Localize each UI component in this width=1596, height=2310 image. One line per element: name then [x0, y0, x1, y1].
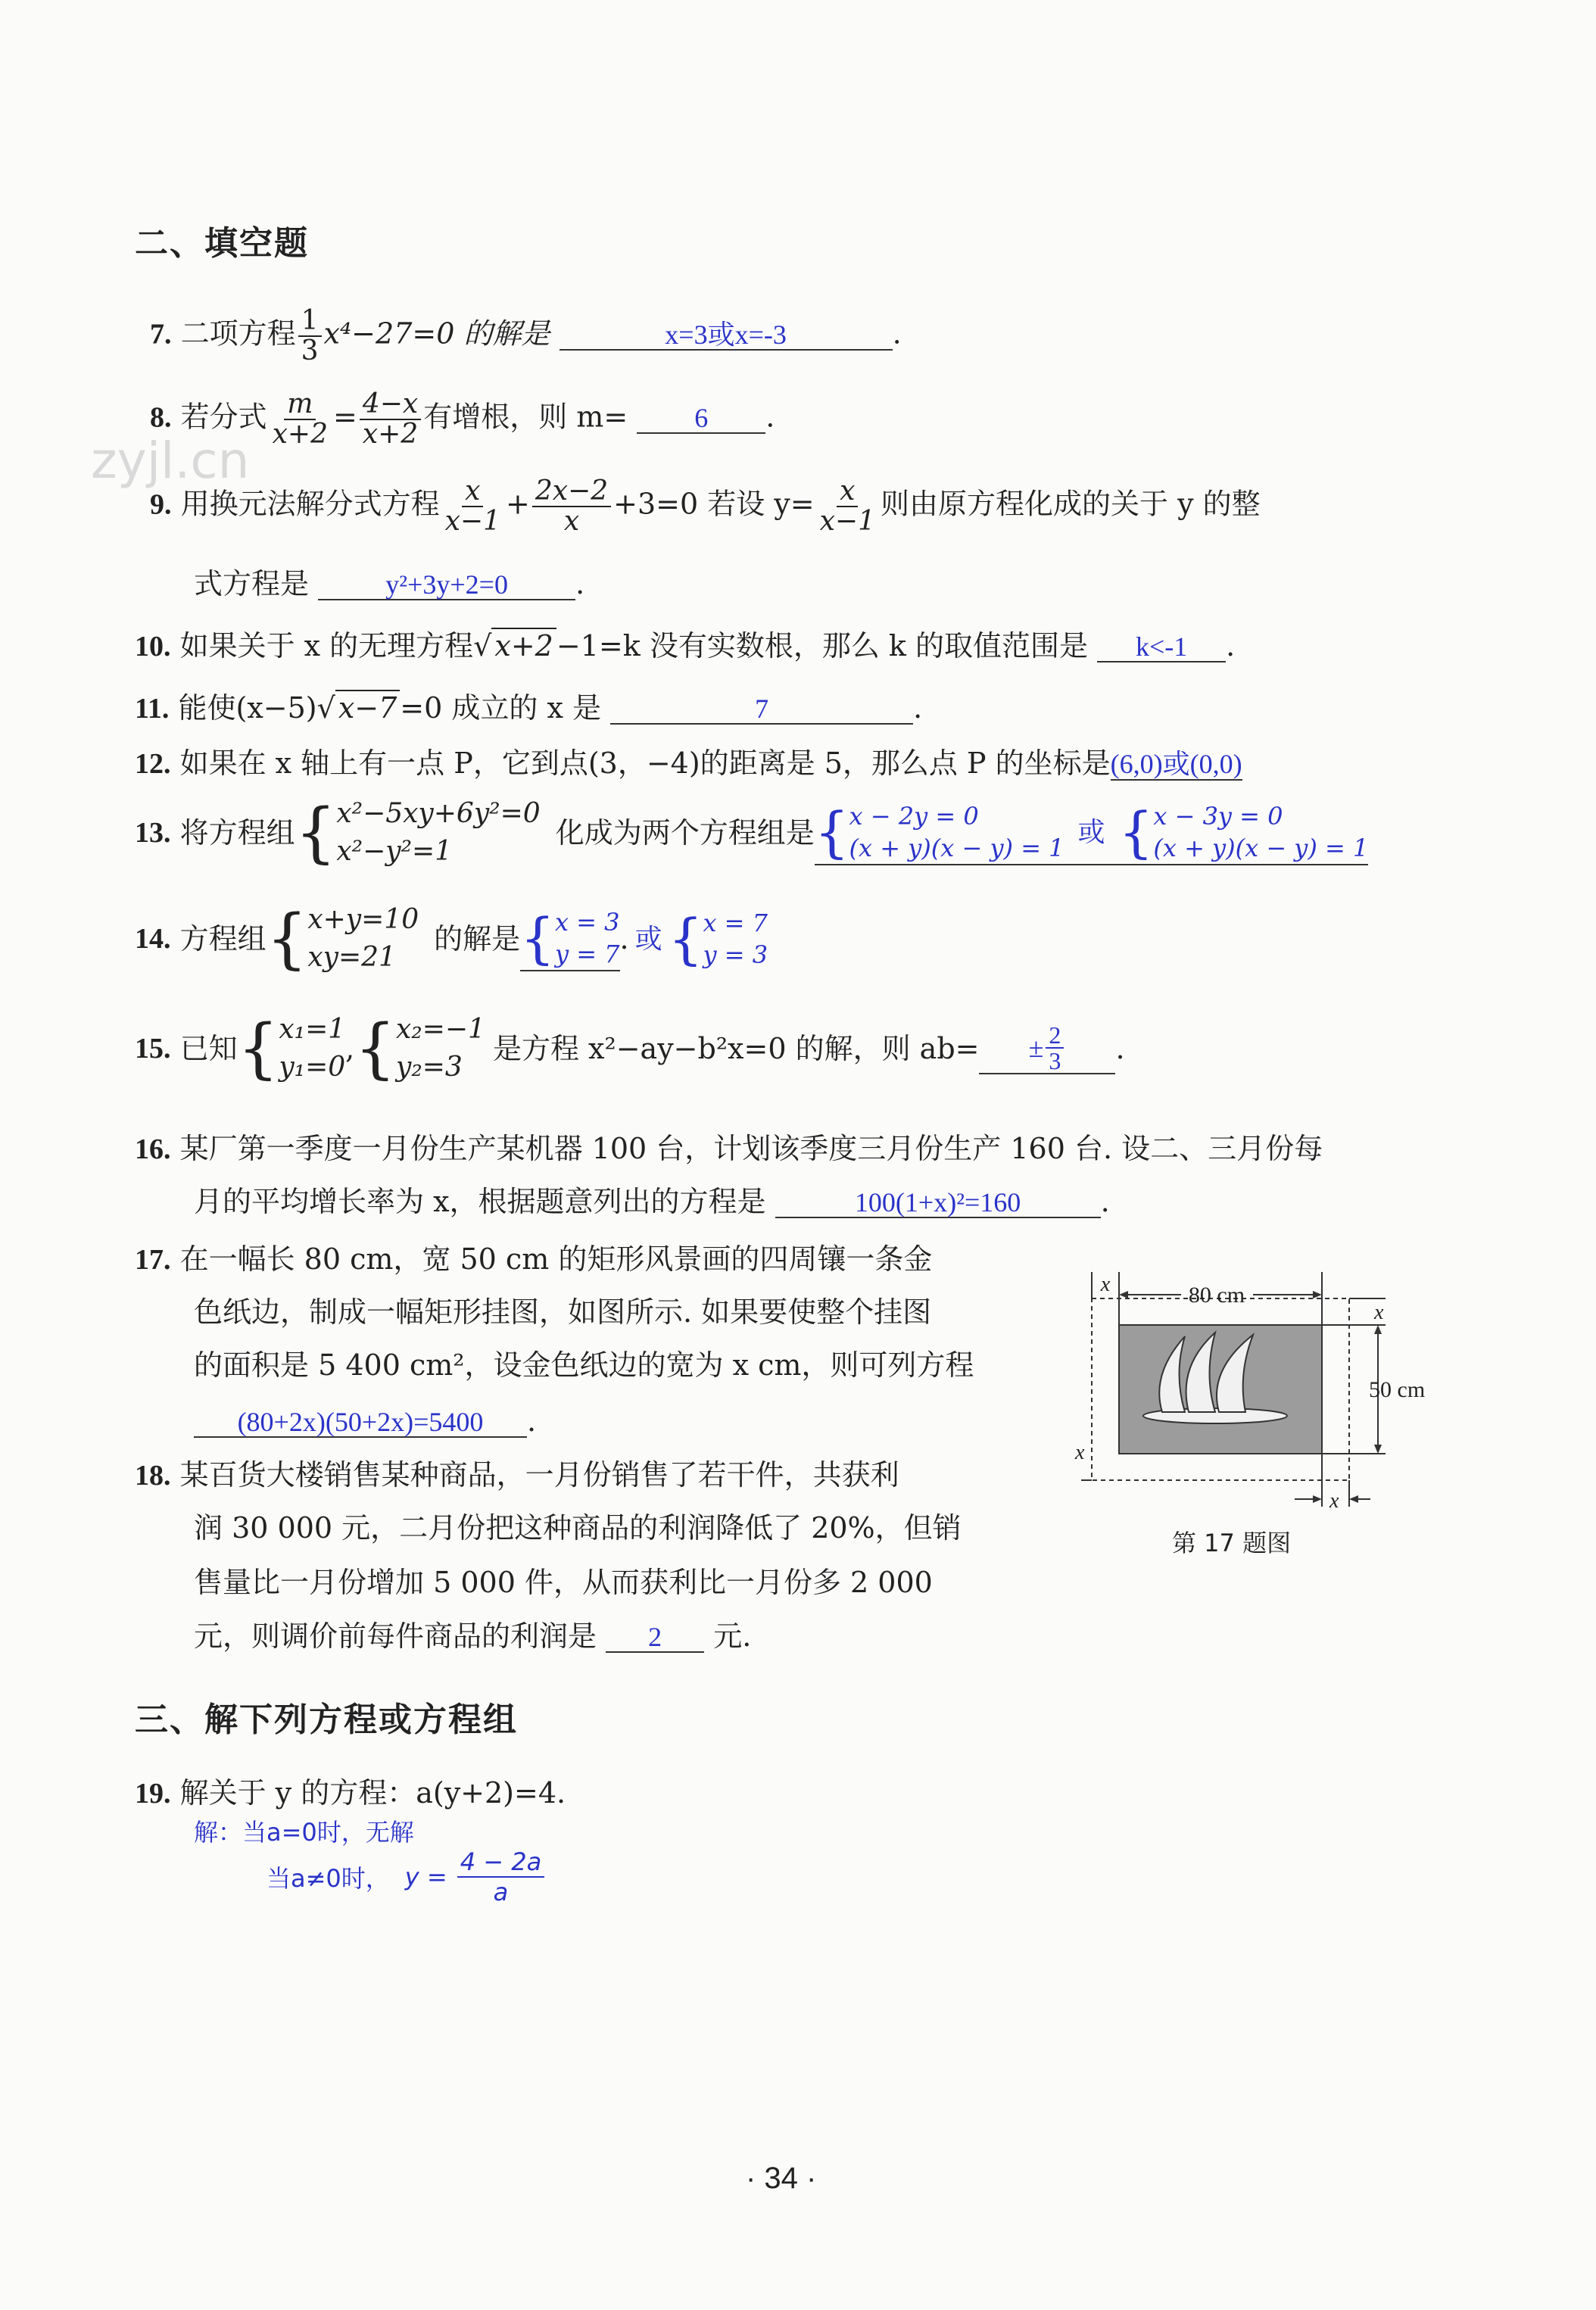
answer-fraction — [1046, 1023, 1064, 1073]
question-text: 解关于 y 的方程：a(y+2)=4. — [179, 1776, 566, 1810]
equation: x²−y²=1 — [336, 836, 453, 867]
question-17-line2: 色纸边，制成一幅矩形挂图，如图所示. 如果要使整个挂图 — [194, 1295, 932, 1329]
answer-text: x=3或x=-3 — [665, 319, 787, 350]
left-brace: { — [1118, 800, 1154, 864]
fraction — [270, 390, 331, 449]
denominator: x+2 — [272, 419, 328, 450]
fraction — [442, 477, 503, 536]
question-12 — [135, 746, 1242, 781]
equation: y₂=3 — [395, 1052, 463, 1083]
numerator: 1 — [298, 307, 322, 337]
question-text: 若分式 — [180, 400, 267, 434]
denominator: 3 — [1049, 1047, 1061, 1074]
answer-text: (80+2x)(50+2x)=5400 — [237, 1407, 484, 1437]
fraction — [817, 477, 878, 536]
answer-blank — [520, 906, 619, 971]
question-text: −1=k 没有实数根，那么 k 的取值范围是 — [556, 629, 1089, 662]
border-label: x — [1075, 1441, 1085, 1464]
equation-system — [307, 901, 419, 977]
question-text: =0 成立的 x 是 — [400, 691, 601, 725]
answer-blank — [194, 1406, 527, 1438]
answer-blank — [606, 1621, 704, 1653]
solution-variable: y = — [404, 1863, 447, 1891]
question-text: 如果在 x 轴上有一点 P，它到点(3，−4)的距离是 5，那么点 P 的坐标是 — [179, 747, 1111, 780]
fraction — [360, 390, 421, 449]
question-number: 15. — [135, 1033, 171, 1065]
question-number: 12. — [135, 748, 171, 780]
answer-equation: x − 3y = 0 — [1153, 802, 1283, 831]
question-number: 8. — [150, 401, 172, 434]
question-text: 有增根，则 m= — [423, 400, 628, 434]
question-number: 10. — [135, 631, 171, 662]
question-number: 18. — [135, 1460, 171, 1492]
numerator: 2x−2 — [532, 477, 611, 507]
answer-text: y²+3y+2=0 — [385, 569, 508, 600]
equation-system — [396, 1011, 485, 1086]
question-17 — [135, 1242, 932, 1277]
page-number: · 34 · — [746, 2162, 817, 2195]
question-text: 的解是 — [434, 922, 521, 955]
answer-blank — [1097, 631, 1226, 662]
question-10: 10. 如果关于 x 的无理方程√ x+2 −1=k 没有实数根，那么 k 的取值范围是 k<-1 . — [135, 629, 1236, 662]
question-number: 9. — [150, 488, 172, 521]
answer-blank — [637, 402, 765, 434]
answer-equation: (x + y)(x − y) = 1 — [1153, 834, 1369, 862]
radicand: x+2 — [491, 628, 556, 662]
watermark: zyjl.cn — [91, 432, 250, 490]
left-brace: { — [295, 795, 337, 871]
numerator: x — [462, 477, 483, 507]
solution-line-1: 解：当a=0时，无解 — [194, 1818, 414, 1847]
question-text: 某百货大楼销售某种商品，一月份销售了若干件，共获利 — [179, 1458, 899, 1492]
denominator: a — [493, 1878, 509, 1906]
unit-text: 元. — [713, 1619, 752, 1653]
question-text: 式方程是 — [194, 567, 310, 600]
answer-system — [849, 800, 1065, 864]
question-19 — [135, 1775, 566, 1811]
question-18 — [135, 1457, 899, 1493]
question-18-line3: 售量比一月份增加 5 000 件，从而获利比一月份多 2 000 — [194, 1566, 933, 1599]
question-text: 用换元法解分式方程 — [180, 487, 440, 521]
question-text: +3=0 若设 y= — [613, 487, 815, 521]
equation: x²−5xy+6y²=0 — [336, 798, 541, 829]
left-brace: { — [668, 907, 703, 971]
equation: y₁=0 — [279, 1052, 346, 1083]
question-number: 19. — [135, 1778, 171, 1810]
answer-text: k<-1 — [1135, 631, 1188, 662]
question-number: 17. — [135, 1244, 171, 1276]
question-text: 月的平均增长率为 x，根据题意列出的方程是 — [194, 1185, 766, 1218]
left-brace: { — [237, 1011, 279, 1086]
answer-blank — [560, 319, 893, 351]
border-label: x — [1374, 1301, 1384, 1324]
answer-equation: x = 7 — [703, 909, 768, 937]
answer-text: 6 — [694, 402, 709, 433]
border-label: x — [1329, 1489, 1339, 1513]
left-brace: { — [266, 901, 308, 977]
answer-blank — [775, 1186, 1101, 1218]
fraction — [532, 477, 611, 536]
question-text: 能使(x−5) — [178, 691, 317, 725]
answer-equation: x = 3 — [554, 908, 620, 937]
denominator: x−1 — [444, 506, 500, 537]
answer-system — [555, 906, 620, 970]
question-number: 16. — [135, 1133, 171, 1165]
question-13 — [135, 795, 1368, 871]
equation-system — [279, 1011, 345, 1086]
answer-equation: y = 7 — [554, 940, 620, 968]
question-16 — [135, 1131, 1323, 1167]
answer-text: ± — [1028, 1033, 1044, 1063]
numerator: 2 — [1046, 1023, 1064, 1049]
question-text: 如果关于 x 的无理方程 — [179, 629, 474, 662]
question-18-line4 — [194, 1619, 751, 1654]
question-11: 11. 能使(x−5)√ x−7 =0 成立的 x 是 7 . — [135, 691, 923, 725]
numerator: 4−x — [360, 390, 421, 420]
question-text: 化成为两个方程组是 — [555, 816, 815, 849]
question-text: 是方程 x²−ay−b²x=0 的解，则 ab= — [492, 1032, 980, 1065]
numerator: x — [837, 477, 858, 507]
question-16-line2: 月的平均增长率为 x，根据题意列出的方程是 100(1+x)²=160 . — [194, 1185, 1110, 1218]
equation: x₁=1 — [279, 1014, 346, 1045]
question-17-line3: 的面积是 5 400 cm²，设金色纸边的宽为 x cm，则可列方程 — [194, 1348, 974, 1382]
solution-text: 当a≠0时， — [267, 1864, 390, 1893]
denominator: x−1 — [819, 506, 875, 537]
left-brace: { — [814, 800, 849, 864]
question-18-line2: 润 30 000 元，二月份把这种商品的利润降低了 20%，但销 — [194, 1511, 962, 1545]
solution-line-2 — [267, 1847, 547, 1906]
question-text: 元，则调价前每件商品的利润是 — [194, 1619, 597, 1653]
question-7: 7. 二项方程 $\frac{1}{3}$ x⁴−27=0 的解是 x=3或x=-3 . — [150, 305, 902, 366]
question-8: 8. 若分式 $\frac{m}{x+2}$ = $\frac{4-x}{x+2}$ 有增根，则 m= 6 . — [150, 388, 775, 450]
numerator: 4 − 2a — [457, 1847, 544, 1878]
fraction — [298, 307, 322, 366]
question-number: 7. — [150, 318, 172, 351]
section-heading-solve: 三、解下列方程或方程组 — [135, 1701, 518, 1739]
plus-sign: + — [505, 487, 530, 521]
solution-fraction — [457, 1847, 544, 1906]
question-number: 14. — [135, 923, 171, 955]
left-brace: { — [520, 906, 555, 970]
question-14: 14. 方程组 { x+y=10 xy=21 的解是 { x = 3 y = 7 . 或 { x = 7 y = 3 — [135, 901, 768, 977]
answer-text: 2 — [648, 1622, 662, 1652]
answer-blank — [979, 1023, 1115, 1074]
question-number: 11. — [135, 693, 170, 725]
answer-text: 100(1+x)²=160 — [854, 1187, 1021, 1217]
equals-sign: = — [332, 400, 357, 434]
height-label: 50 cm — [1369, 1377, 1426, 1402]
question-text: x⁴−27=0 的解是 — [323, 316, 550, 351]
answer-blank — [815, 800, 1369, 865]
answer-equation: y = 3 — [703, 940, 768, 969]
answer-text: (6,0)或(0,0) — [1110, 749, 1242, 779]
denominator: x+2 — [362, 419, 419, 450]
question-text: 则由原方程化成的关于 y 的整 — [880, 487, 1261, 521]
answer-system — [1153, 800, 1368, 864]
answer-equation: (x + y)(x − y) = 1 — [849, 834, 1065, 862]
answer-equation: x − 2y = 0 — [849, 802, 979, 831]
question-17-line4: (80+2x)(50+2x)=5400 . — [194, 1404, 536, 1439]
denominator: 3 — [301, 335, 319, 366]
answer-blank — [610, 693, 913, 725]
or-text: 或 — [1077, 817, 1105, 847]
answer-text: 7 — [755, 694, 769, 724]
equation: x₂=−1 — [395, 1014, 485, 1045]
equation: x+y=10 — [307, 904, 419, 935]
width-label: 80 cm — [1188, 1283, 1245, 1308]
question-text: 方程组 — [179, 922, 267, 955]
question-number: 13. — [135, 817, 171, 849]
question-15: 15. 已知 { x₁=1 y₁=0 , { x₂=−1 y₂=3 是方程 x²−ay−b²x=0 的解，则 ab= ± $\frac{2}{3}$ . — [135, 1011, 1125, 1086]
numerator: m — [284, 390, 316, 420]
question-text: 某厂第一季度一月份生产某机器 100 台，计划该季度三月份生产 160 台. 设二、三月份每 — [179, 1132, 1323, 1165]
question-9-line2: 式方程是 y²+3y+2=0 . — [194, 567, 585, 600]
border-label: x — [1100, 1273, 1111, 1296]
left-brace: { — [354, 1011, 396, 1086]
section-heading-fill-in: 二、填空题 — [135, 224, 309, 263]
or-text: 或 — [634, 924, 662, 954]
answer-system — [703, 907, 768, 971]
question-text: 将方程组 — [179, 816, 295, 849]
equation-system — [336, 795, 540, 871]
question-text: 在一幅长 80 cm，宽 50 cm 的矩形风景画的四周镶一条金 — [179, 1242, 933, 1276]
answer-blank — [318, 569, 575, 600]
question-text: 二项方程 — [180, 316, 296, 351]
question-9 — [150, 477, 1261, 536]
equation: xy=21 — [307, 942, 396, 973]
figure-caption: 第 17 题图 — [1172, 1529, 1292, 1557]
question-text: 已知 — [179, 1032, 238, 1065]
denominator: x — [563, 506, 580, 537]
radicand: x−7 — [335, 690, 400, 725]
figure-17-frame-diagram — [1052, 1261, 1446, 1533]
